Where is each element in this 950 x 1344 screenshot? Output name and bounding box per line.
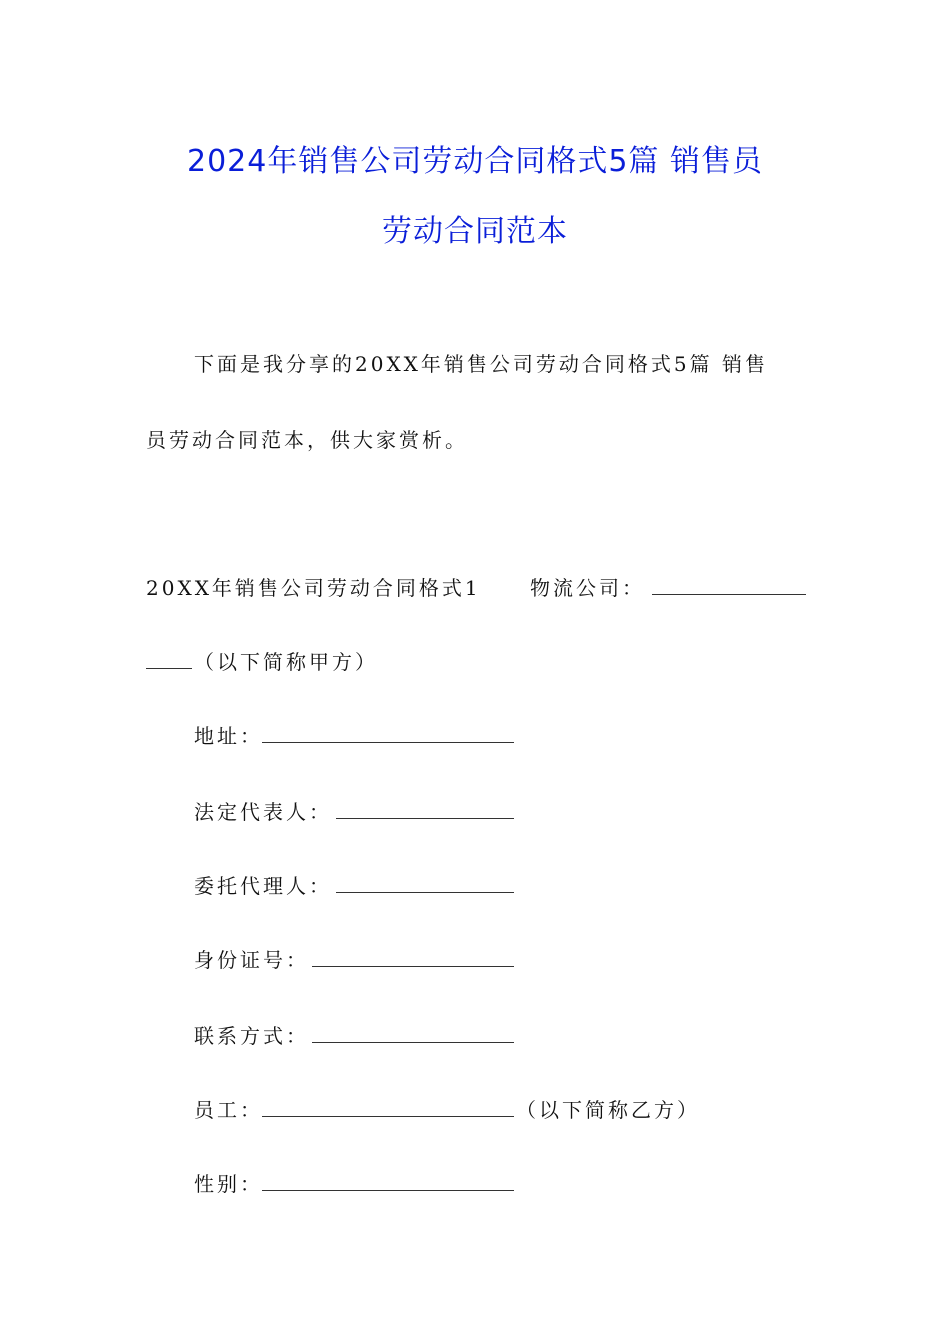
- gender-blank: [262, 1172, 514, 1191]
- address-blank: [262, 724, 514, 743]
- party-b-note: （以下简称乙方）: [516, 1098, 700, 1122]
- company-blank: [652, 576, 806, 595]
- contract-heading-text: 20XX年销售公司劳动合同格式1: [146, 576, 481, 600]
- employee-label: 员工：: [194, 1098, 263, 1122]
- company-row: [530, 572, 645, 601]
- document-title-line-1: 2024年销售公司劳动合同格式5篇 销售员: [187, 144, 763, 179]
- company-label: 物流公司：: [530, 576, 645, 600]
- company-blank-continued: [146, 650, 192, 669]
- party-a-note: （以下简称甲方）: [194, 650, 378, 674]
- legal-rep-label: 法定代表人：: [194, 800, 332, 824]
- id-number-blank: [312, 948, 514, 967]
- agent-blank: [336, 874, 514, 893]
- intro-line-1: 下面是我分享的20XX年销售公司劳动合同格式5篇 销售: [194, 352, 769, 376]
- contact-label: 联系方式：: [194, 1024, 309, 1048]
- intro-line-2: 员劳动合同范本，供大家赏析。: [146, 428, 468, 452]
- agent-label: 委托代理人：: [194, 874, 332, 898]
- contact-blank: [312, 1024, 514, 1043]
- contract-heading: [146, 572, 481, 601]
- address-label: 地址：: [194, 724, 263, 748]
- employee-blank: [262, 1098, 514, 1117]
- legal-rep-blank: [336, 800, 514, 819]
- document-title-line-2: 劳动合同范本: [382, 214, 568, 249]
- gender-label: 性别：: [194, 1172, 263, 1196]
- id-number-label: 身份证号：: [194, 948, 309, 972]
